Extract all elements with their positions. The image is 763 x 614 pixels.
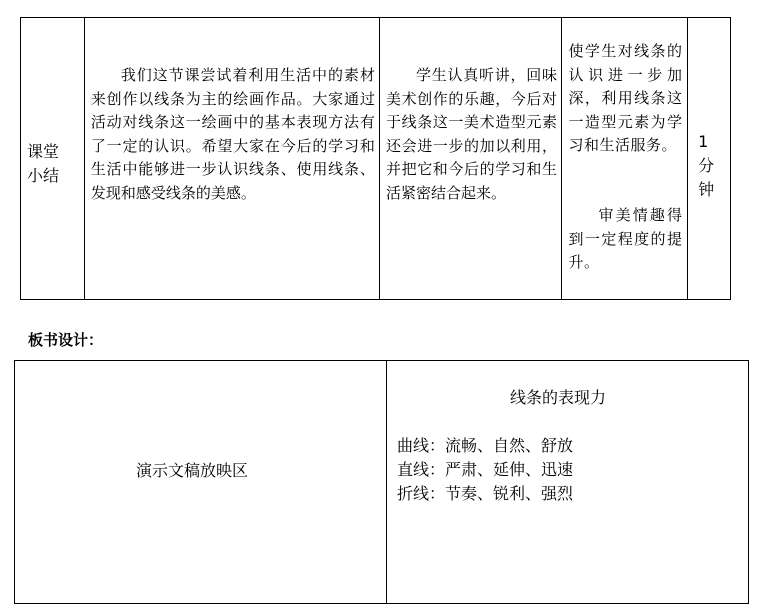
board-line-curve: 曲线：流畅、自然、舒放 bbox=[397, 436, 574, 455]
board-content-cell bbox=[387, 361, 748, 603]
presentation-area-cell bbox=[15, 361, 387, 603]
design-intent-text: 使学生对线条的认识进一步加深，利用线条这一造型元素为学习和生活服务。 bbox=[568, 42, 683, 155]
student-activity-text: 学生认真听讲，回味美术创作的乐趣，今后对于线条这一美术造型元素还会进一步的加以利用，并把它和今后的学习和生活紧密结合起来。 bbox=[386, 66, 557, 202]
design-intent-text-2: 审美情趣得到一定程度的提升。 bbox=[568, 206, 683, 272]
time-cell bbox=[688, 18, 730, 299]
stage-label-cell bbox=[21, 18, 85, 299]
board-line-zigzag: 折线：节奏、锐利、强烈 bbox=[397, 484, 574, 503]
student-activity-cell bbox=[380, 18, 562, 299]
teacher-activity-text: 我们这节课尝试着利用生活中的素材来创作以线条为主的绘画作品。大家通过活动对线条这一绘画中的基本表现方法有了一定的认识。希望大家在今后的学习和生活中能够进一步认识线条、使用线条、发现和感受线条的美感。 bbox=[90, 66, 375, 202]
board-design-table bbox=[14, 360, 749, 604]
stage-label: 课堂小结 bbox=[27, 142, 60, 185]
board-title: 线条的表现力 bbox=[510, 388, 607, 407]
design-intent-cell bbox=[562, 18, 688, 299]
teacher-activity-cell bbox=[85, 18, 380, 299]
board-lines-list bbox=[397, 434, 573, 506]
presentation-area-label: 演示文稿放映区 bbox=[136, 461, 249, 480]
board-design-heading: 板书设计： bbox=[28, 331, 104, 349]
board-line-straight: 直线：严肃、延伸、迅速 bbox=[397, 460, 574, 479]
lesson-summary-table bbox=[20, 17, 731, 300]
time-value: 1分钟 bbox=[698, 132, 715, 199]
